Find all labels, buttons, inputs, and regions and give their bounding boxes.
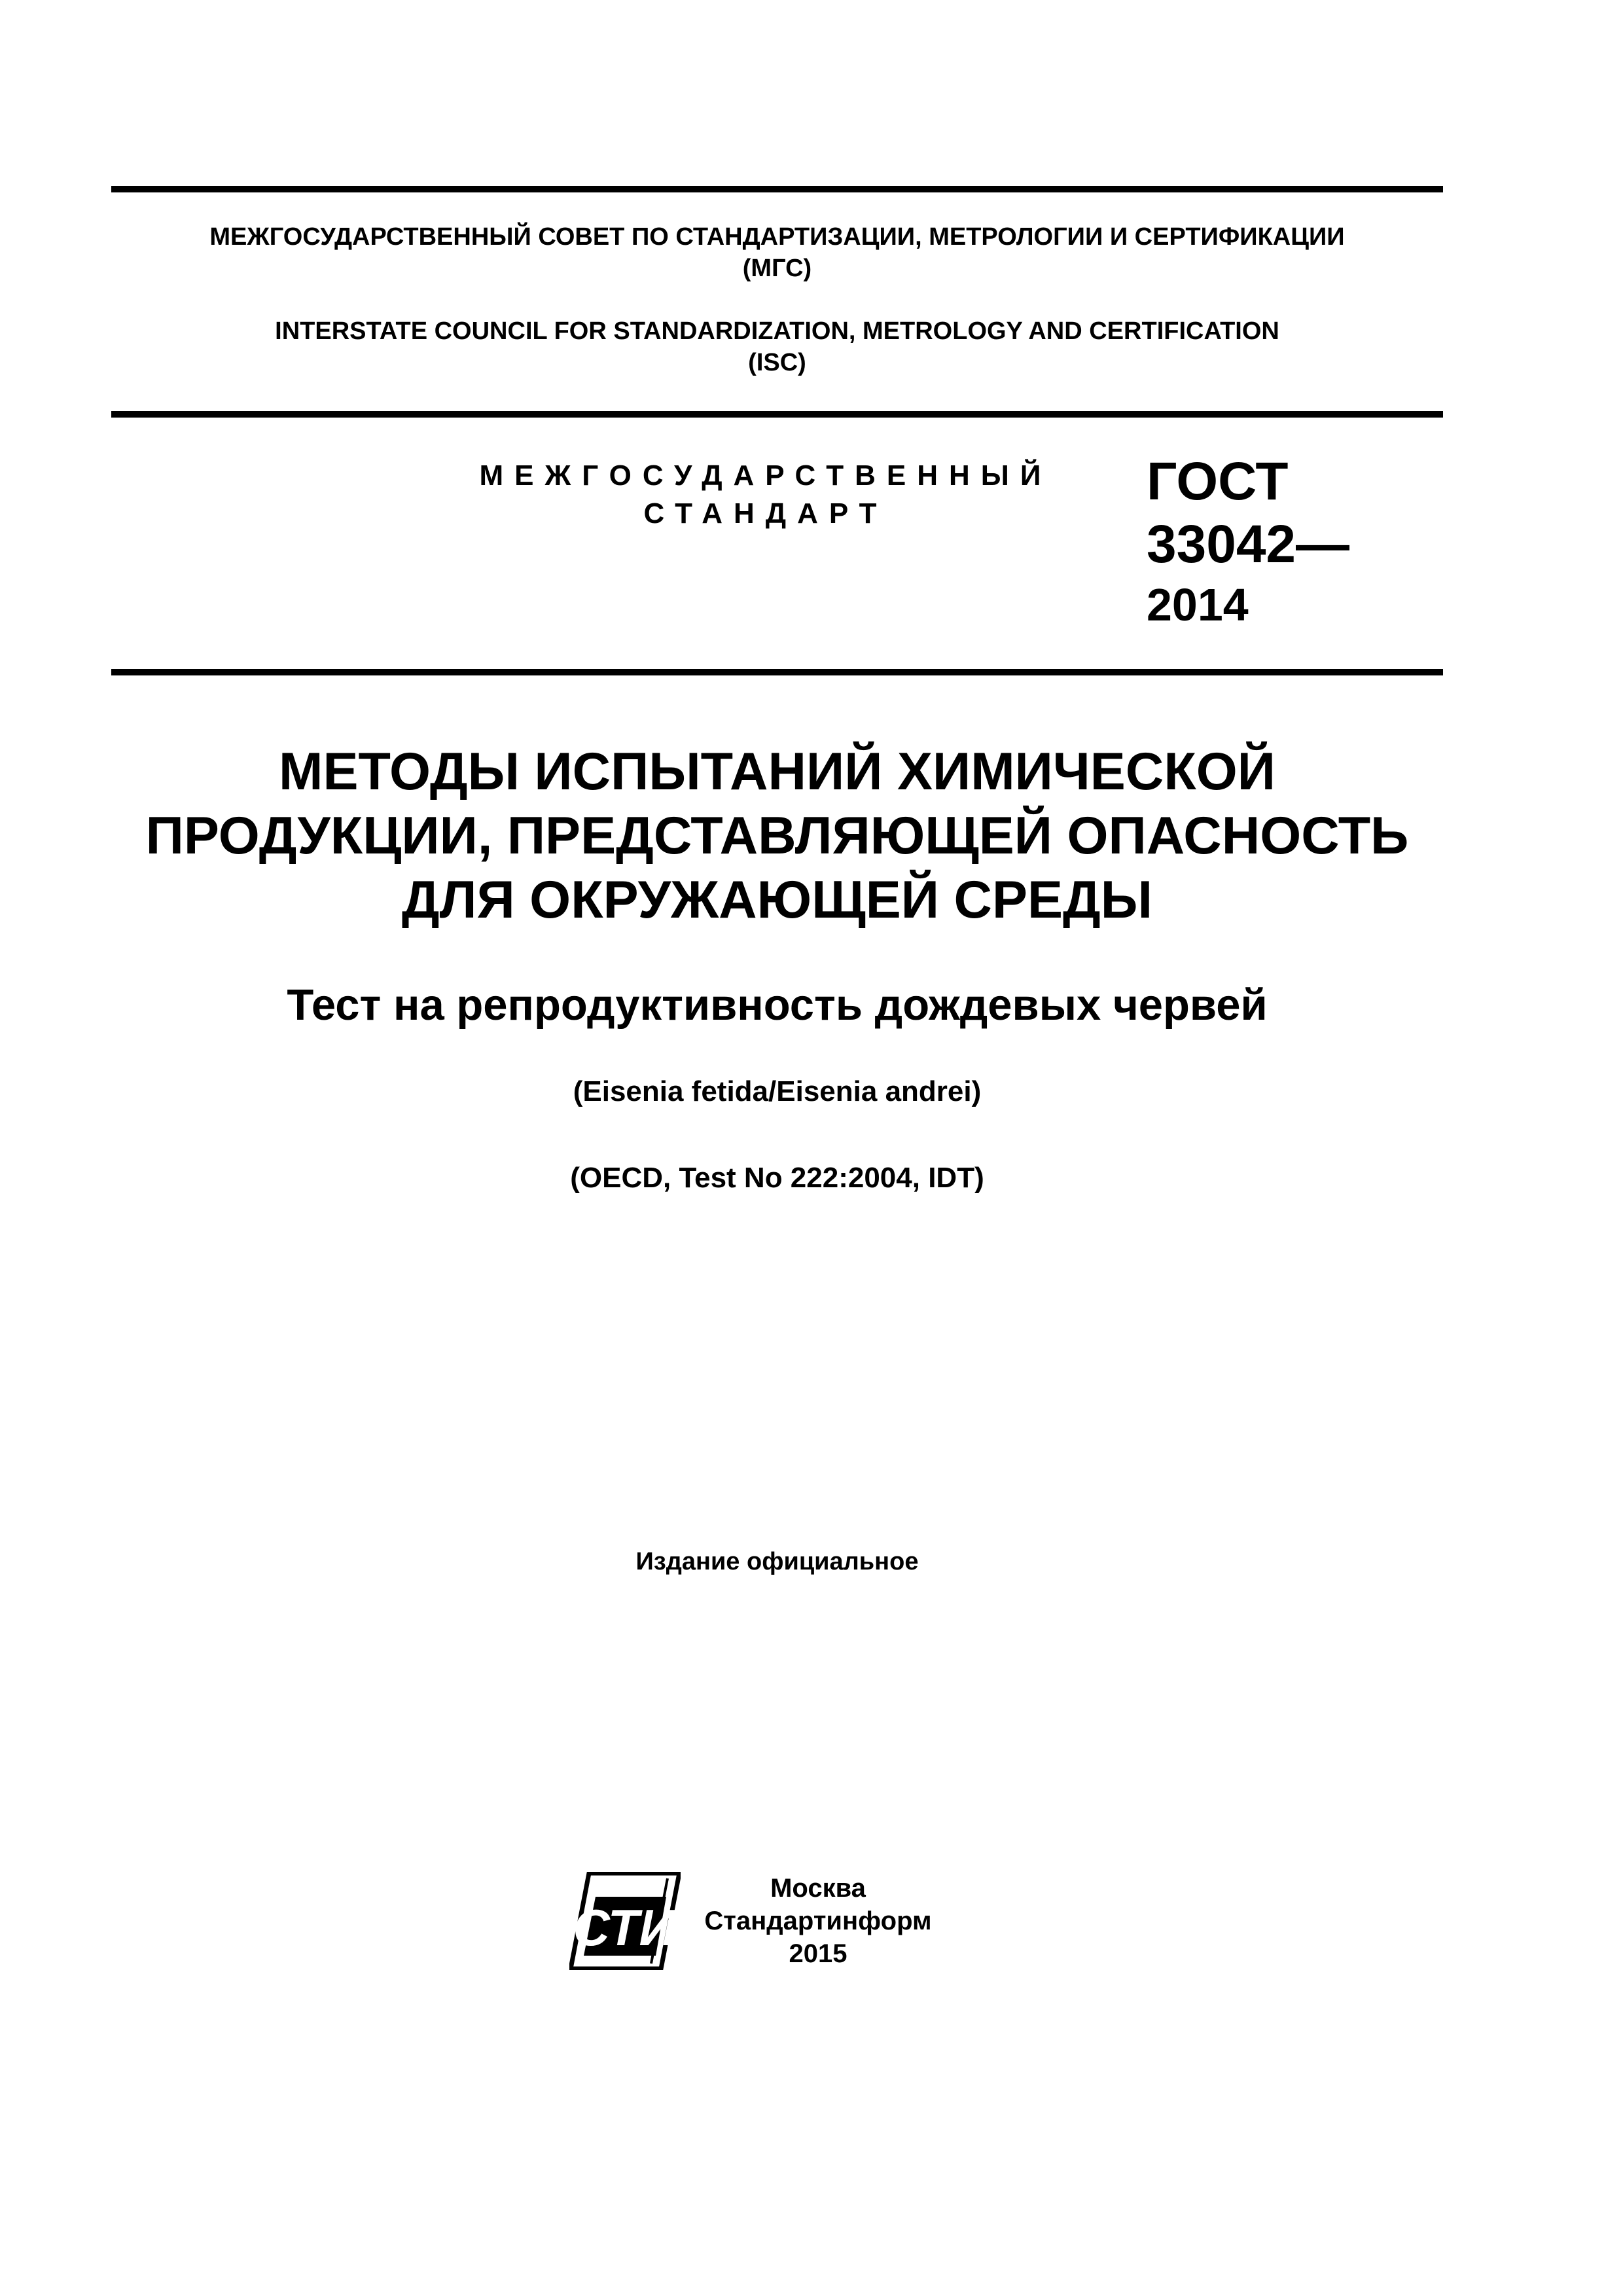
standard-type-line2: СТАНДАРТ [643,497,888,529]
document-title [111,740,1443,932]
document-title-line2: ПРОДУКЦИИ, ПРЕДСТАВЛЯЮЩЕЙ ОПАСНОСТЬ [145,806,1409,865]
publisher-info [694,1872,942,1970]
document-subtitle: Тест на репродуктивность дождевых червей [287,980,1268,1030]
oecd-reference: (OECD, Test No 222:2004, IDT) [570,1162,984,1194]
publisher-city: Москва [770,1874,866,1903]
standartinform-logo-icon [569,1872,681,1970]
standard-type-line1: МЕЖГОСУДАРСТВЕННЫЙ [479,459,1052,492]
council-name-en [111,315,1443,378]
bottom-rule [111,669,1443,675]
council-name-ru [111,221,1443,284]
publisher-year: 2015 [789,1939,847,1968]
council-name-en-line1: INTERSTATE COUNCIL FOR STANDARDIZATION, METROLOGY AND CERTIFICATION [275,317,1279,345]
council-abbrev-en: (ISC) [748,349,806,376]
gost-label: ГОСТ [1147,452,1289,511]
edition-label: Издание официальное [635,1548,919,1575]
document-title-line3: ДЛЯ ОКРУЖАЮЩЕЙ СРЕДЫ [401,870,1153,929]
gost-year: 2014 [1147,579,1249,630]
publisher-name: Стандартинформ [704,1907,932,1935]
middle-rule [111,411,1443,418]
council-abbrev-ru: (МГС) [742,255,812,282]
top-rule [111,186,1443,192]
council-name-ru-line1: МЕЖГОСУДАРСТВЕННЫЙ СОВЕТ ПО СТАНДАРТИЗАЦИИ, МЕТРОЛОГИИ И СЕРТИФИКАЦИИ [209,223,1345,251]
document-title-line1: МЕТОДЫ ИСПЫТАНИЙ ХИМИЧЕСКОЙ [279,742,1275,801]
standard-type [458,457,1073,533]
species-names: (Eisenia fetida/Eisenia andrei) [573,1075,982,1107]
gost-designation [1147,450,1349,634]
gost-number: 33042— [1147,514,1350,574]
logo-letters: СТИ [573,1899,676,1956]
